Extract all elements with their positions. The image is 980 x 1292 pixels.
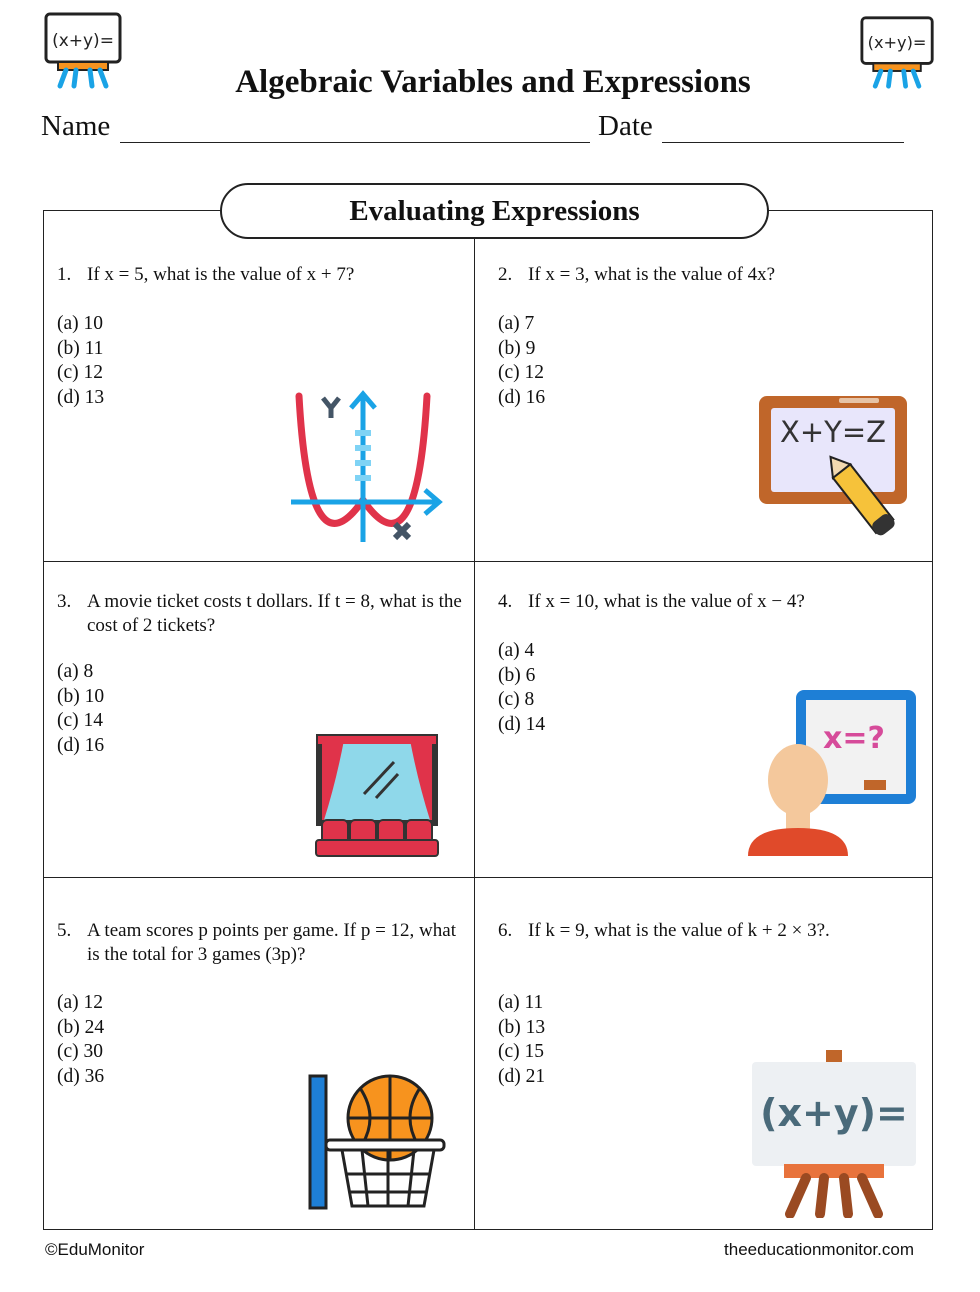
grid-divider-vertical (474, 210, 475, 1230)
question-6 (498, 919, 918, 943)
footer-website[interactable]: theeducationmonitor.com (724, 1240, 914, 1259)
easel-expression-text: (x+y)= (760, 1091, 908, 1135)
option-c[interactable]: (c) 15 (498, 1041, 545, 1062)
option-b[interactable]: (b) 11 (57, 337, 104, 359)
question-number: 6. (498, 920, 513, 941)
option-a[interactable]: (a) 12 (57, 992, 104, 1013)
grid-divider-row1 (43, 561, 933, 562)
date-line[interactable] (662, 142, 904, 143)
option-a[interactable]: (a) 10 (57, 313, 104, 334)
option-a[interactable]: (a) 7 (498, 313, 535, 334)
option-c[interactable]: (c) 30 (57, 1041, 104, 1062)
question-5 (57, 919, 467, 967)
board-text: x=? (823, 721, 885, 756)
whiteboard-text: X+Y=Z (779, 415, 887, 449)
option-d[interactable]: (d) 13 (57, 386, 105, 408)
question-text: A movie ticket costs t dollars. If t = 8, what is the cost of 2 tickets? (87, 591, 462, 636)
footer-copyright: ©EduMonitor (45, 1240, 145, 1259)
option-d[interactable]: (d) 14 (498, 713, 546, 735)
question-2 (498, 263, 918, 287)
student-board-icon (746, 688, 918, 858)
parabola-graph-icon (285, 388, 445, 548)
basketball-hoop-icon (308, 1074, 448, 1210)
question-1 (57, 263, 467, 287)
question-text: A team scores p points per game. If p = 12, what is the total for 3 games (3p)? (87, 920, 456, 965)
option-c[interactable]: (c) 12 (57, 362, 104, 383)
movie-theater-icon (314, 732, 440, 858)
options-5 (57, 991, 104, 1089)
option-d[interactable]: (d) 21 (498, 1065, 546, 1087)
option-a[interactable]: (a) 8 (57, 661, 94, 682)
name-label: Name (41, 110, 111, 142)
easel-text: (x+y)= (52, 31, 114, 51)
option-b[interactable]: (b) 6 (498, 664, 536, 686)
options-4 (498, 639, 545, 737)
question-number: 1. (57, 264, 72, 285)
option-b[interactable]: (b) 9 (498, 337, 536, 359)
option-d[interactable]: (d) 16 (498, 386, 546, 408)
option-a[interactable]: (a) 11 (498, 992, 544, 1013)
question-number: 5. (57, 920, 72, 941)
option-b[interactable]: (b) 24 (57, 1016, 105, 1038)
easel-expression-icon (750, 1048, 918, 1218)
date-label: Date (598, 110, 653, 142)
section-title: Evaluating Expressions (220, 183, 769, 239)
option-d[interactable]: (d) 16 (57, 734, 105, 756)
question-number: 2. (498, 264, 513, 285)
option-c[interactable]: (c) 12 (498, 362, 545, 383)
option-a[interactable]: (a) 4 (498, 640, 535, 661)
options-6 (498, 991, 545, 1089)
easel-text: (x+y)= (867, 33, 927, 53)
grid-divider-row2 (43, 877, 933, 878)
question-text: If k = 9, what is the value of k + 2 × 3?. (528, 920, 830, 941)
question-number: 4. (498, 591, 513, 612)
options-2 (498, 312, 545, 410)
name-line[interactable] (120, 142, 590, 143)
whiteboard-pencil-icon (757, 392, 912, 542)
option-b[interactable]: (b) 10 (57, 685, 105, 707)
question-3 (57, 590, 472, 638)
option-c[interactable]: (c) 8 (498, 689, 535, 710)
option-d[interactable]: (d) 36 (57, 1065, 105, 1087)
worksheet-title: Algebraic Variables and Expressions (235, 64, 751, 100)
option-b[interactable]: (b) 13 (498, 1016, 546, 1038)
question-number: 3. (57, 591, 72, 612)
option-c[interactable]: (c) 14 (57, 710, 104, 731)
question-text: If x = 5, what is the value of x + 7? (87, 264, 355, 285)
options-1 (57, 312, 104, 410)
question-text: If x = 3, what is the value of 4x? (528, 264, 776, 285)
options-3 (57, 660, 104, 758)
question-text: If x = 10, what is the value of x − 4? (528, 591, 805, 612)
question-4 (498, 590, 918, 614)
